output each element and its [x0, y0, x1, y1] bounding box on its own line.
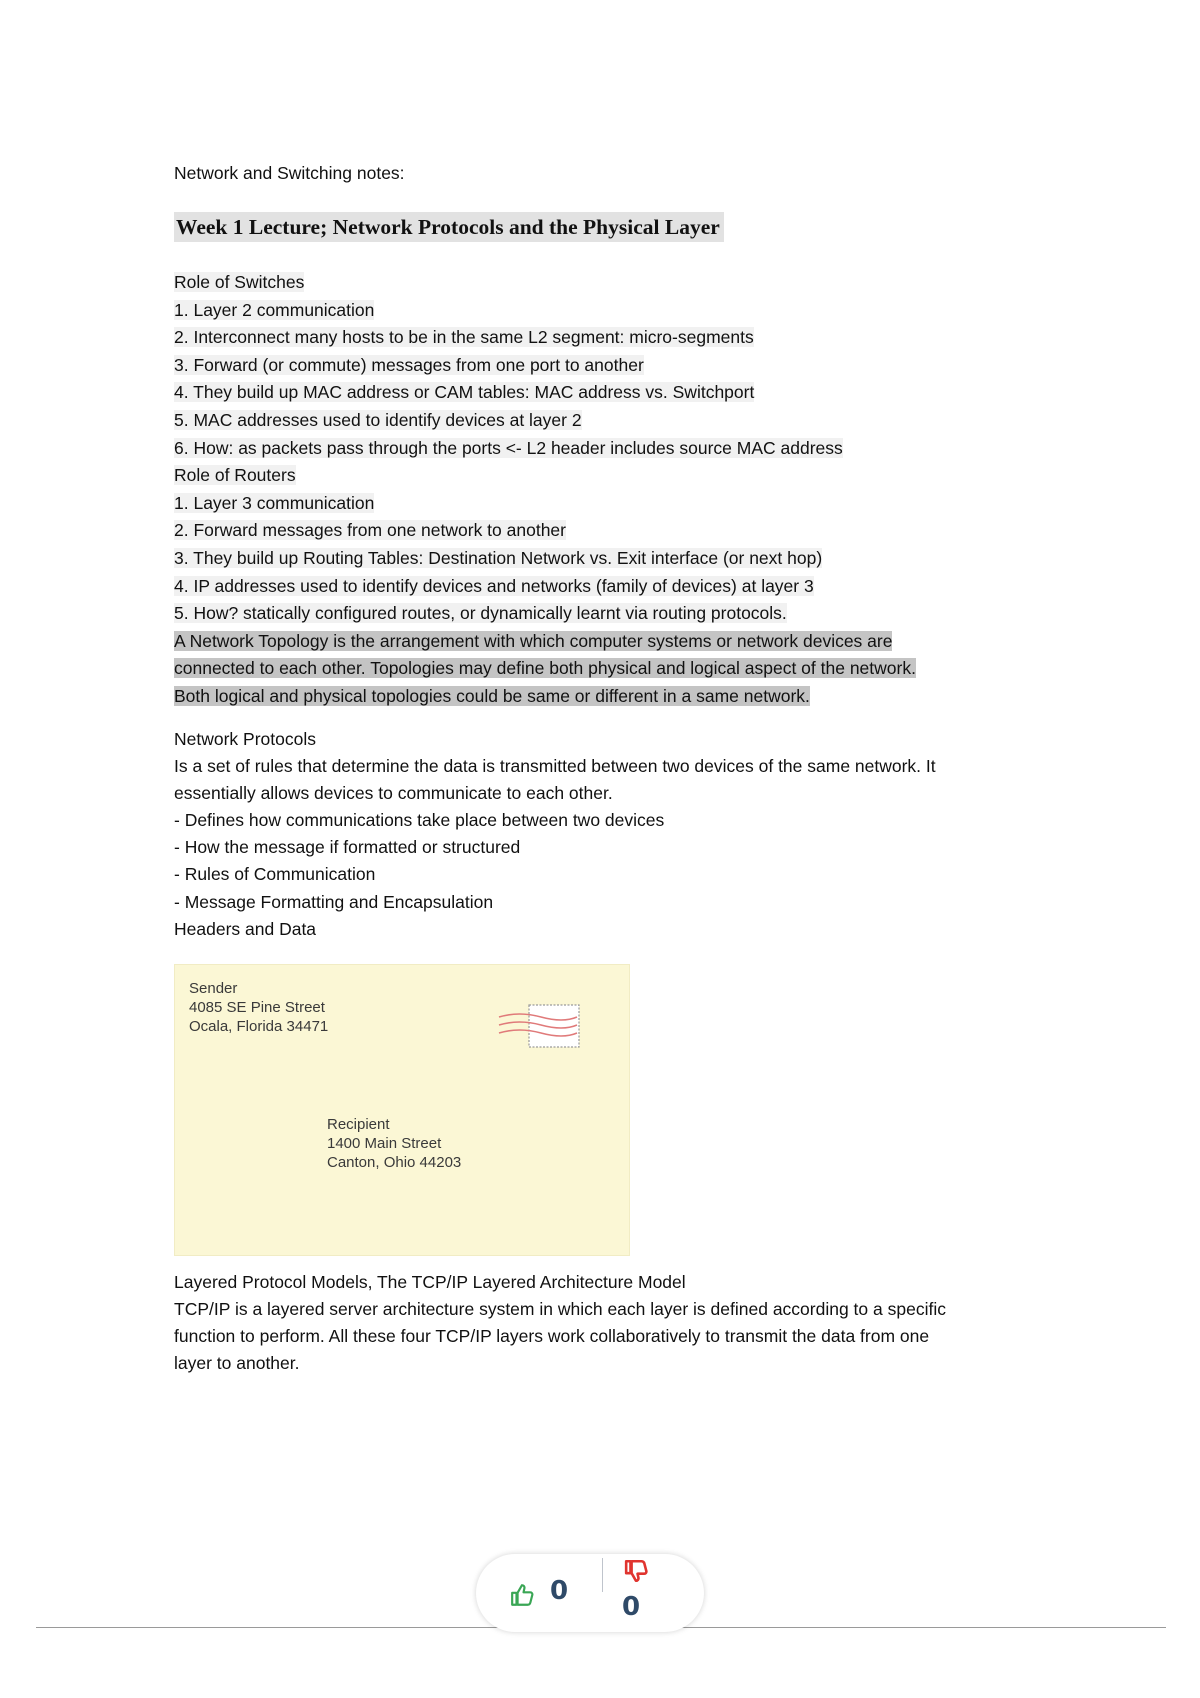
recipient-city: Canton, Ohio 44203: [327, 1154, 462, 1171]
protocols-bullet: - How the message if formatted or structured: [174, 837, 521, 858]
sender-street: 4085 SE Pine Street: [189, 999, 325, 1016]
protocols-description-line: essentially allows devices to communicate to each other.: [174, 783, 613, 804]
vote-widget: [476, 1554, 704, 1632]
sender-label: Sender: [189, 980, 238, 997]
switches-item: 4. They build up MAC address or CAM tables: MAC address vs. Switchport: [174, 382, 755, 403]
switches-item: 6. How: as packets pass through the ports <- L2 header includes source MAC address: [174, 437, 843, 458]
layered-line: function to perform. All these four TCP/IP layers work collaboratively to transmit the data from one: [174, 1326, 930, 1347]
switches-item: 2. Interconnect many hosts to be in the same L2 segment: micro-segments: [174, 327, 754, 348]
protocols-section: [174, 726, 936, 943]
sender-city: Ocala, Florida 34471: [189, 1018, 329, 1035]
downvote-count: 0: [622, 1592, 641, 1622]
sender-address: [189, 979, 328, 1036]
upvote-count: 0: [550, 1576, 569, 1606]
routers-item: 2. Forward messages from one network to another: [174, 520, 566, 541]
routers-item: 5. How? statically configured routes, or dynamically learnt via routing protocols.: [174, 603, 787, 624]
vote-divider: [602, 1558, 603, 1592]
notes-title: Network and Switching notes:: [174, 163, 405, 183]
switches-item: 1. Layer 2 communication: [174, 299, 375, 320]
thumbs-up-icon[interactable]: [510, 1582, 536, 1608]
recipient-label: Recipient: [327, 1116, 390, 1133]
protocols-heading: Network Protocols: [174, 729, 316, 749]
envelope-image: [174, 964, 630, 1256]
protocols-bullet: - Defines how communications take place between two devices: [174, 810, 665, 831]
routers-heading: Role of Routers: [174, 465, 296, 486]
routers-item: 1. Layer 3 communication: [174, 492, 375, 513]
switches-item: 3. Forward (or commute) messages from one port to another: [174, 354, 644, 375]
topology-line: connected to each other. Topologies may define both physical and logical aspect of the network.: [174, 658, 916, 679]
postage-stamp-icon: [497, 1003, 581, 1049]
protocols-bullet: - Message Formatting and Encapsulation: [174, 891, 494, 912]
routers-item: 4. IP addresses used to identify devices and networks (family of devices) at layer 3: [174, 575, 814, 596]
protocols-description-line: Is a set of rules that determine the data is transmitted between two devices of the same network. It: [174, 756, 936, 777]
recipient-street: 1400 Main Street: [327, 1135, 442, 1152]
protocols-bullet: - Rules of Communication: [174, 864, 376, 885]
routers-item: 3. They build up Routing Tables: Destination Network vs. Exit interface (or next hop): [174, 547, 823, 568]
switches-heading: Role of Switches: [174, 272, 305, 292]
roles-section: [174, 269, 916, 711]
topology-line: Both logical and physical topologies could be same or different in a same network.: [174, 685, 810, 706]
week-heading: Week 1 Lecture; Network Protocols and the Physical Layer: [174, 212, 724, 242]
layered-section: [174, 1269, 946, 1377]
layered-heading: Layered Protocol Models, The TCP/IP Layered Architecture Model: [174, 1272, 686, 1292]
layered-line: TCP/IP is a layered server architecture system in which each layer is defined according to a specific: [174, 1299, 946, 1320]
switches-item: 5. MAC addresses used to identify devices at layer 2: [174, 409, 582, 430]
recipient-address: [327, 1115, 461, 1172]
topology-line: A Network Topology is the arrangement with which computer systems or network devices are: [174, 630, 893, 651]
layered-line: layer to another.: [174, 1353, 300, 1374]
thumbs-down-icon[interactable]: [624, 1558, 650, 1584]
headers-and-data-label: Headers and Data: [174, 918, 317, 939]
